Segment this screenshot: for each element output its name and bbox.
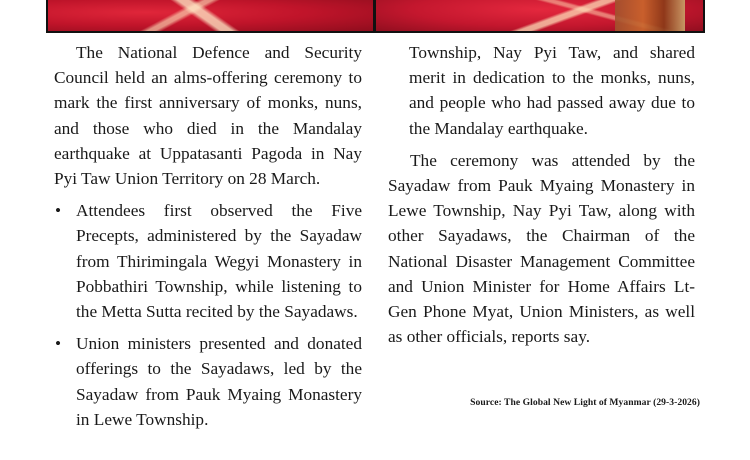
left-column: [54, 40, 362, 432]
bullet-icon: •: [55, 334, 62, 354]
bullet-item: [54, 331, 362, 432]
bullet-continuation: Township, Nay Pyi Taw, and shared merit in dedication to the monks, nuns, and people who had passed away due to the Mandalay earthquake.: [409, 43, 695, 138]
monk-robe-image: [615, 0, 685, 31]
ceremony-photo-left: [48, 0, 373, 31]
bullet-icon: •: [55, 201, 62, 221]
bullet-text: Attendees first observed the Five Precepts, administered by the Sayadaw from Thirimingala Wegyi Monastery in Pobbathiri Township, while listening to the Metta Sutta recited by the Sayadaws.: [76, 201, 362, 322]
intro-paragraph: The National Defence and Security Council held an alms-offering ceremony to mark the first anniversary of monks, nuns, and those who died in the Mandalay earthquake at Uppatasanti Pagoda in Nay Pyi Taw Union Territory on 28 March.: [54, 43, 362, 189]
source-credit: Source: The Global New Light of Myanmar (29-3-2026): [470, 397, 700, 408]
red-carpet-image: [48, 0, 373, 31]
right-column: [388, 40, 695, 349]
photo-strip: [46, 0, 705, 33]
bullet-text: Union ministers presented and donated offerings to the Sayadaws, led by the Sayadaw from Pauk Myaing Monastery in Lewe Township.: [76, 334, 362, 429]
bullet-list: [54, 198, 362, 432]
bullet-item: [54, 198, 362, 324]
ceremony-photo-right: [376, 0, 703, 31]
closing-paragraph: The ceremony was attended by the Sayadaw from Pauk Myaing Monastery in Lewe Township, Nay Pyi Taw, along with other Sayadaws, the Chairman of the National Disaster Management Committee and Union Minister for Home Affairs Lt-Gen Phone Myat, Union Ministers, as well as other officials, reports say.: [388, 150, 695, 347]
